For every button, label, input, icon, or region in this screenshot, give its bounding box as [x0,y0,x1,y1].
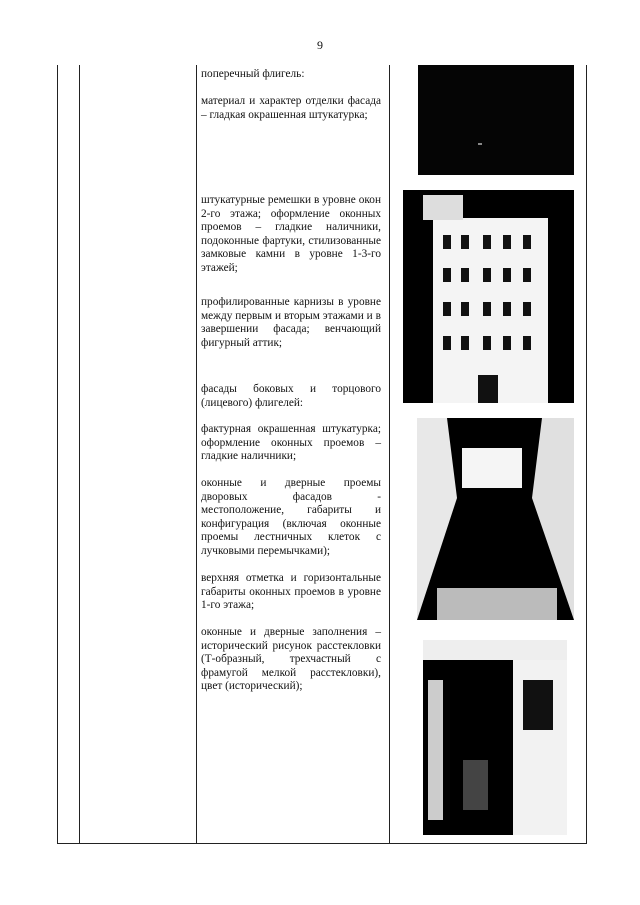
paragraph: фасады боковых и торцового (лицевого) флигелей: [201,383,381,409]
facade-photo [418,65,574,175]
page-number: 9 [317,38,323,52]
paragraph: штукатурные ремешки в уровне окон 2-го этажа; оформление оконных проемов – гладкие наличники, подоконные фартуки, стилизованные замковые камни в уровне 1-3-го этажей; [201,194,381,274]
paragraph: верхняя отметка и горизонтальные габариты оконных проемов в уровне 1-го этажа; [201,572,381,612]
table-border [389,65,390,844]
paragraph: оконные и дверные проемы дворовых фасадов - местоположение, габариты и конфигурация (включая оконные проемы лестничных клеток с лучковыми перемычками); [201,477,381,557]
paragraph: оконные и дверные заполнения – исторический рисунок расстекловки (Т-образный, трехчастный с фрамугой мелкой расстекловки), цвет (исторический); [201,626,381,693]
passage-photo [423,640,567,835]
table-border [586,65,587,844]
paragraph: поперечный флигель: [201,68,305,80]
table-border [57,843,587,844]
table-border [57,65,58,844]
facade-photo [403,190,574,403]
paragraph: профилированные карнизы в уровне между первым и вторым этажами и в завершении фасада; венчающий фигурный аттик; [201,296,381,349]
table-border [196,65,197,844]
table-border [79,65,80,844]
paragraph: фактурная окрашенная штукатурка; оформление оконных проемов – гладкие наличники; [201,423,381,463]
paragraph: материал и характер отделки фасада – гладкая окрашенная штукатурка; [201,95,381,121]
courtyard-photo [417,418,574,620]
